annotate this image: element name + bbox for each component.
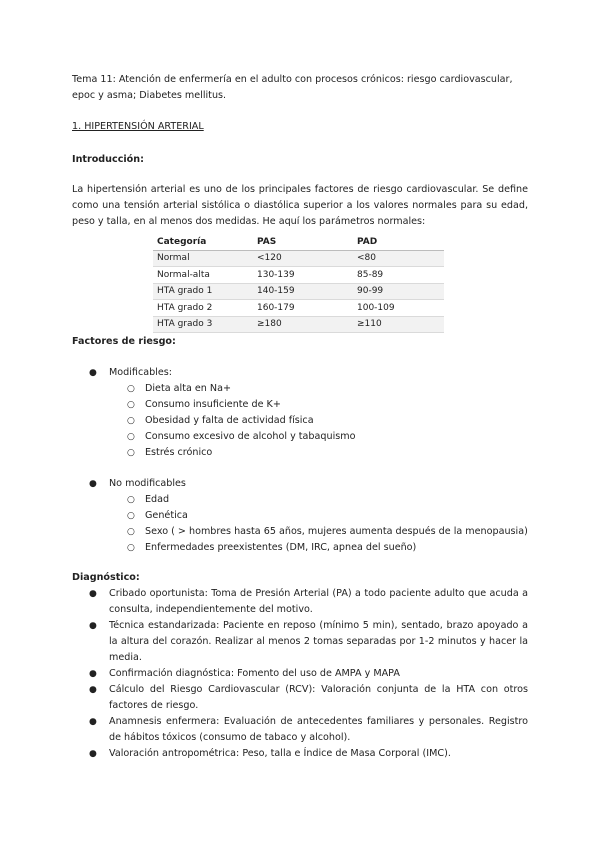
list-item-text: Valoración antropométrica: Peso, talla e Índice de Masa Corporal (IMC). [109, 748, 451, 759]
list-item [72, 476, 528, 556]
list-item-text: Confirmación diagnóstica: Fomento del uso de AMPA y MAPA [109, 668, 400, 679]
bullet-hollow-icon: ○ [127, 527, 135, 537]
risk-modifiable-list [72, 365, 528, 461]
table-cell: HTA grado 2 [153, 300, 253, 317]
list-item-text: Cálculo del Riesgo Cardiovascular (RCV): Valoración conjunta de la HTA con otros factores de riesgo. [109, 684, 528, 711]
risk-heading: Factores de riesgo: [72, 336, 176, 347]
bullet-hollow-icon: ○ [127, 511, 135, 521]
table-header-cell: PAD [353, 234, 444, 250]
list-item [109, 429, 528, 445]
table-row [153, 283, 444, 300]
bullet-hollow-icon: ○ [127, 400, 135, 410]
list-item-text: Obesidad y falta de actividad física [145, 415, 314, 426]
bullet-hollow-icon: ○ [127, 432, 135, 442]
list-item-text: Anamnesis enfermera: Evaluación de antecedentes familiares y personales. Registro de hábitos tóxicos (consumo de tabaco y alcohol). [109, 716, 528, 743]
table-row [153, 300, 444, 317]
sub-list [109, 381, 528, 461]
bullet-hollow-icon: ○ [127, 543, 135, 553]
list-item-label: No modificables [109, 478, 186, 489]
list-item-text: Dieta alta en Na+ [145, 383, 232, 394]
bullet-filled-icon: ● [89, 621, 97, 631]
table-cell: 130-139 [253, 267, 353, 284]
bullet-filled-icon: ● [89, 368, 97, 378]
table-header-row [153, 234, 444, 250]
table-cell: 90-99 [353, 283, 444, 300]
list-item-text: Consumo insuficiente de K+ [145, 399, 281, 410]
list-item [109, 381, 528, 397]
list-item [109, 492, 528, 508]
bullet-hollow-icon: ○ [127, 448, 135, 458]
list-item [109, 540, 528, 556]
table-cell: 140-159 [253, 283, 353, 300]
table-cell: 100-109 [353, 300, 444, 317]
list-item [72, 714, 528, 746]
risk-nonmodifiable-list [72, 476, 528, 556]
list-item-text: Sexo ( > hombres hasta 65 años, mujeres aumenta después de la menopausia) [145, 526, 528, 537]
list-item [72, 618, 528, 666]
bullet-hollow-icon: ○ [127, 416, 135, 426]
table-row [153, 316, 444, 333]
list-item [72, 586, 528, 618]
bullet-filled-icon: ● [89, 479, 97, 489]
intro-paragraph: La hipertensión arterial es uno de los principales factores de riesgo cardiovascular. Se define como una tensión arterial sistólica o diastólica superior a los valores normales para su edad, peso y talla, en al menos dos medidas. He aquí los parámetros normales: [72, 184, 528, 227]
table-row [153, 250, 444, 267]
table-cell: Normal-alta [153, 267, 253, 284]
list-item [72, 365, 528, 461]
bullet-filled-icon: ● [89, 717, 97, 727]
table-cell: 85-89 [353, 267, 444, 284]
diagnosis-heading: Diagnóstico: [72, 572, 140, 583]
list-item-text: Técnica estandarizada: Paciente en reposo (mínimo 5 min), sentado, brazo apoyado a la altura del corazón. Realizar al menos 2 tomas separadas por 1-2 minutos y hacer la media. [109, 620, 528, 663]
topic-title: Tema 11: Atención de enfermería en el adulto con procesos crónicos: riesgo cardiovascular, epoc y asma; Diabetes mellitus. [72, 74, 513, 101]
list-item [109, 413, 528, 429]
table-cell: HTA grado 3 [153, 316, 253, 333]
list-item [109, 397, 528, 413]
list-item [72, 666, 528, 682]
list-item [109, 524, 528, 540]
section-title: 1. HIPERTENSIÓN ARTERIAL [72, 121, 204, 132]
table-cell: ≥110 [353, 316, 444, 333]
list-item-text: Cribado oportunista: Toma de Presión Arterial (PA) a todo paciente adulto que acuda a consulta, independientemente del motivo. [109, 588, 528, 615]
bullet-hollow-icon: ○ [127, 384, 135, 394]
list-item [72, 682, 528, 714]
table-cell: Normal [153, 250, 253, 267]
list-item-text: Genética [145, 510, 188, 521]
table-cell: HTA grado 1 [153, 283, 253, 300]
list-item-text: Enfermedades preexistentes (DM, IRC, apnea del sueño) [145, 542, 417, 553]
table-header-cell: PAS [253, 234, 353, 250]
bullet-filled-icon: ● [89, 589, 97, 599]
list-item [109, 445, 528, 461]
list-item-text: Estrés crónico [145, 447, 213, 458]
list-item [109, 508, 528, 524]
bullet-filled-icon: ● [89, 685, 97, 695]
table-cell: ≥180 [253, 316, 353, 333]
table-row [153, 267, 444, 284]
list-item-text: Edad [145, 494, 170, 505]
list-item [72, 746, 528, 762]
bullet-filled-icon: ● [89, 669, 97, 679]
table-cell: <120 [253, 250, 353, 267]
diagnosis-list [72, 586, 528, 762]
sub-list [109, 492, 528, 556]
list-item-text: Consumo excesivo de alcohol y tabaquismo [145, 431, 356, 442]
table-cell: 160-179 [253, 300, 353, 317]
table-cell: <80 [353, 250, 444, 267]
table-header-cell: Categoría [153, 234, 253, 250]
intro-heading: Introducción: [72, 154, 144, 165]
bullet-hollow-icon: ○ [127, 495, 135, 505]
list-item-label: Modificables: [109, 367, 172, 378]
bullet-filled-icon: ● [89, 749, 97, 759]
pressure-table [153, 234, 444, 333]
